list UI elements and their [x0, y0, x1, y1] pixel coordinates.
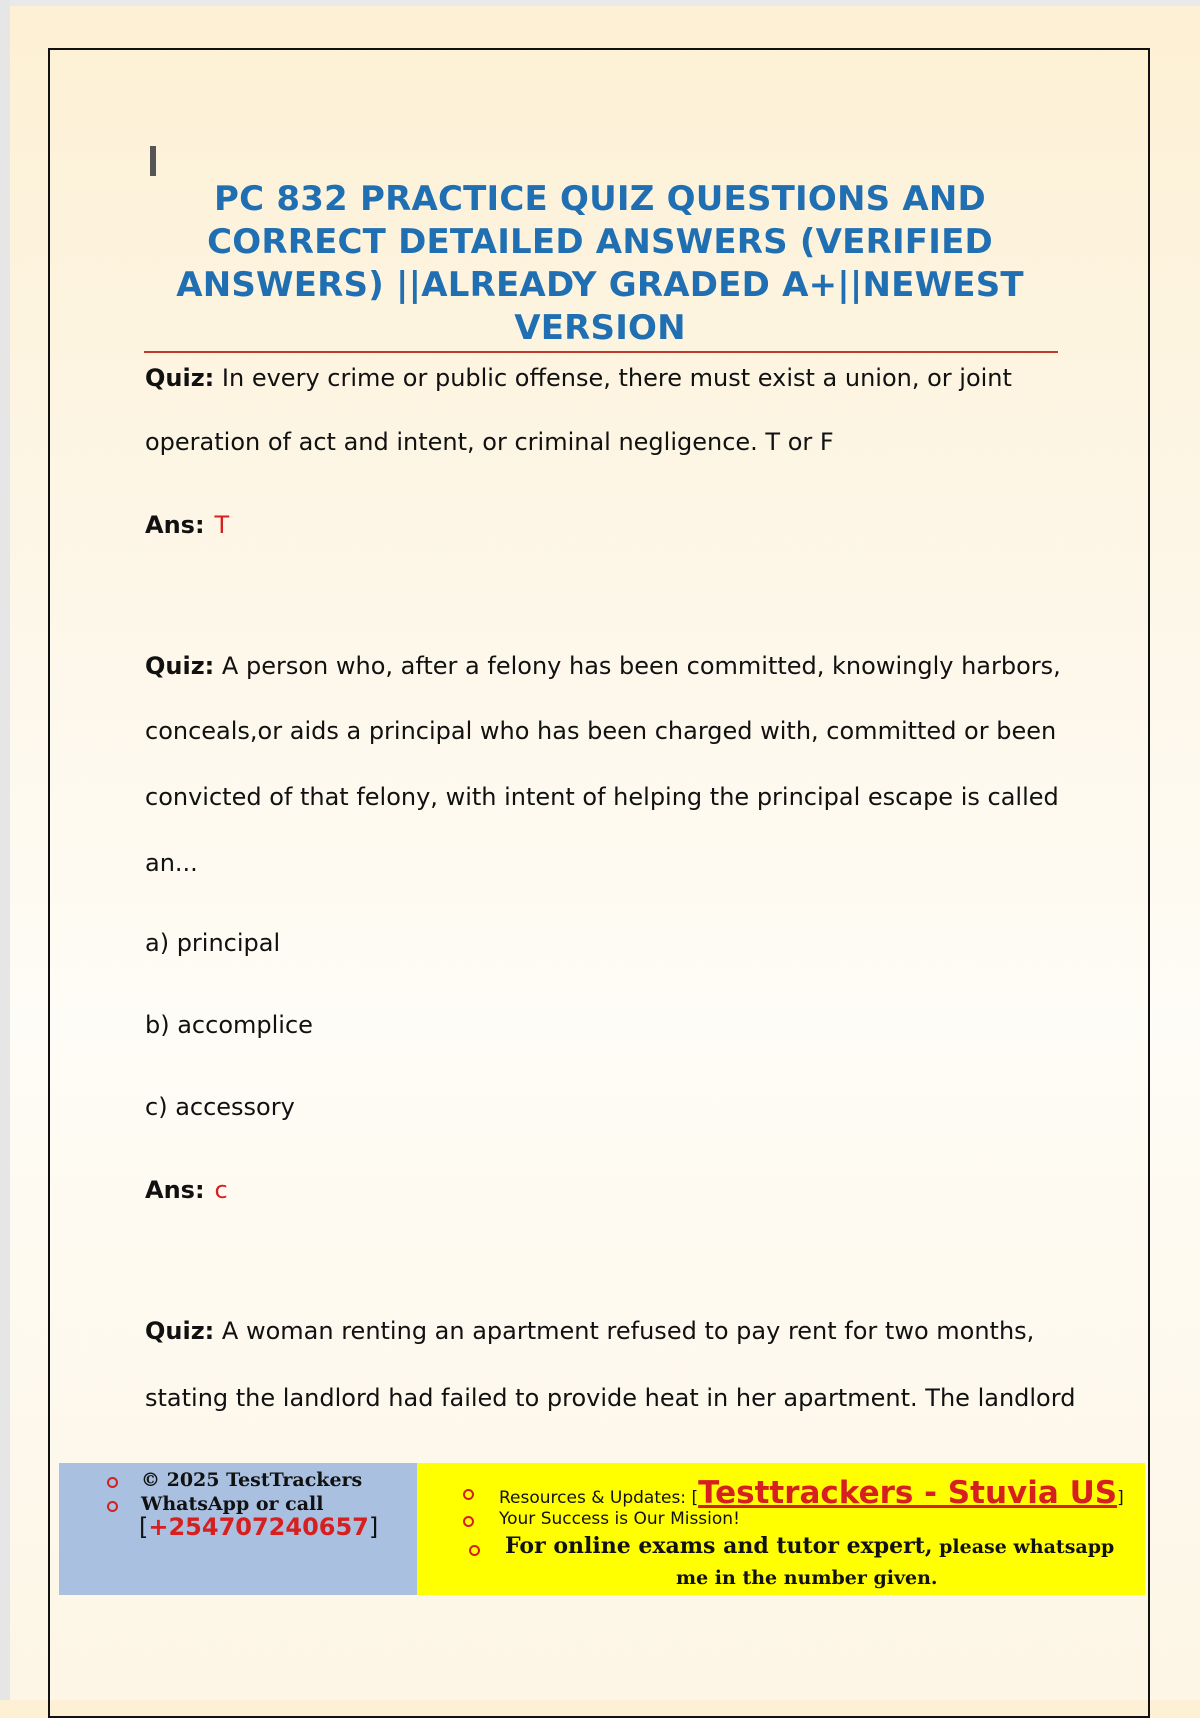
- title-line-3: ANSWERS) ||ALREADY GRADED A+||NEWEST: [176, 265, 1024, 305]
- promo-line-2: me in the number given.: [676, 1567, 938, 1589]
- document-title: [140, 178, 1060, 350]
- top-edge: [0, 0, 1200, 6]
- quiz-label: Quiz:: [145, 364, 215, 392]
- resources-line: Resources & Updates: [Testtrackers - Stuvia US]: [499, 1475, 1124, 1511]
- question-2-line-2: conceals,or aids a principal who has been charged with, committed or been: [145, 717, 1057, 745]
- bullet-icon: [463, 1489, 474, 1500]
- footer-promo-panel: [417, 1463, 1145, 1595]
- ans-label: Ans:: [145, 511, 205, 539]
- question-2-line-4: an...: [145, 849, 198, 877]
- quiz-label: Quiz:: [145, 652, 215, 680]
- footer-contact-panel: [59, 1463, 417, 1595]
- left-edge: [0, 0, 10, 1700]
- title-line-4: VERSION: [514, 308, 686, 348]
- mission-text: Your Success is Our Mission!: [499, 1509, 740, 1529]
- quiz-label: Quiz:: [145, 1317, 215, 1345]
- answer-1-value: T: [214, 511, 230, 539]
- question-3-text: A woman renting an apartment refused to pay rent for two months,: [221, 1317, 1035, 1345]
- phone-number[interactable]: [+254707240657]: [139, 1513, 379, 1541]
- title-underline: [144, 351, 1058, 353]
- question-2-line-3: convicted of that felony, with intent of helping the principal escape is called: [145, 783, 1059, 811]
- question-1-text: In every crime or public offense, there must exist a union, or joint: [221, 364, 1012, 392]
- question-2-text: A person who, after a felony has been committed, knowingly harbors,: [221, 652, 1061, 680]
- phone-number-value: +254707240657: [148, 1513, 369, 1541]
- bullet-icon: [463, 1516, 474, 1527]
- ans-label: Ans:: [145, 1176, 205, 1204]
- option-b: b) accomplice: [145, 1011, 313, 1039]
- footer-banner: [59, 1463, 1145, 1595]
- question-3-line-2: stating the landlord had failed to provide heat in her apartment. The landlord: [145, 1384, 1076, 1412]
- bullet-icon: [469, 1545, 480, 1556]
- answer-1: [145, 511, 1145, 539]
- answer-2-value: c: [214, 1176, 228, 1204]
- question-2-line-1: [145, 652, 1145, 680]
- copyright-text: © 2025 TestTrackers: [141, 1469, 363, 1491]
- site-link[interactable]: Testtrackers - Stuvia US: [698, 1475, 1118, 1511]
- option-a: a) principal: [145, 929, 281, 957]
- text-cursor-mark: [150, 146, 156, 176]
- title-line-1: PC 832 PRACTICE QUIZ QUESTIONS AND: [214, 179, 986, 219]
- bullet-icon: [107, 1477, 118, 1488]
- title-line-2: CORRECT DETAILED ANSWERS (VERIFIED: [207, 222, 993, 262]
- question-3-line-1: [145, 1317, 1145, 1345]
- question-1-line-2: operation of act and intent, or criminal negligence. T or F: [145, 428, 834, 456]
- answer-2: [145, 1176, 1145, 1204]
- question-1-line-1: [145, 364, 1145, 392]
- bullet-icon: [107, 1501, 118, 1512]
- promo-line-1: For online exams and tutor expert, please whatsapp: [505, 1533, 1115, 1559]
- contact-label: WhatsApp or call: [141, 1493, 324, 1515]
- option-c: c) accessory: [145, 1093, 295, 1121]
